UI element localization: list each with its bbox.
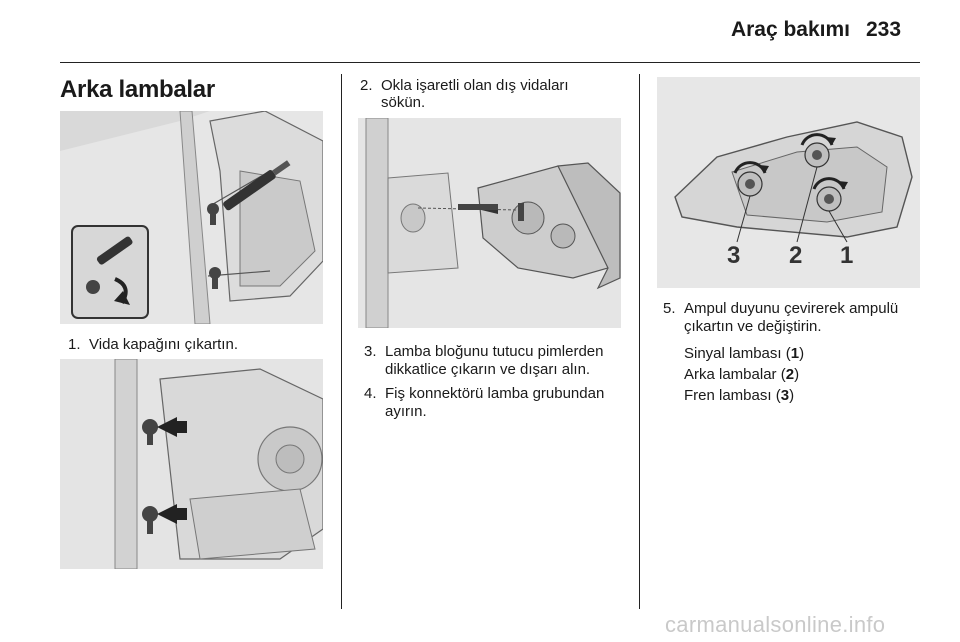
paren-close: ) (799, 345, 805, 362)
section-title: Arka lambalar (60, 76, 215, 103)
figure-lamp-removal (358, 118, 621, 328)
bulb-ref: 3 (780, 387, 790, 404)
bulb-item-brake (684, 387, 794, 404)
step-text-line-2: dikkatlice çıkarın ve dışarı alın. (385, 361, 591, 378)
step-text-line-1: Okla işaretli olan dış vidaları (381, 77, 569, 94)
paren-close: ) (789, 387, 795, 404)
outer-screws-illustration (60, 359, 323, 569)
paren-open: ( (776, 366, 786, 383)
step-text-line-1: Fiş konnektörü lamba grubundan (385, 385, 605, 402)
bulb-item-signal (684, 345, 804, 362)
bulb-label: Arka lambalar (684, 366, 777, 383)
screw-cover-illustration (60, 111, 323, 324)
paren-open: ( (771, 387, 781, 404)
figure-screw-cover (60, 111, 323, 324)
callout-label-2: 2 (789, 242, 803, 269)
bulb-label: Sinyal lambası (684, 345, 782, 362)
watermark: carmanualsonline.info (665, 612, 886, 637)
header-divider (60, 62, 920, 63)
bulb-ref: 1 (790, 345, 800, 362)
step-text-line-1: Lamba bloğunu tutucu pimlerden (385, 343, 604, 360)
step-text-line-2: sökün. (381, 94, 426, 111)
step-number: 2. (360, 77, 373, 94)
lamp-removal-illustration (358, 118, 621, 328)
paren-open: ( (781, 345, 791, 362)
bulb-label: Fren lambası (684, 387, 772, 404)
bulb-item-tail (684, 366, 799, 383)
paren-close: ) (794, 366, 800, 383)
step-text: Vida kapağını çıkartın. (89, 336, 238, 353)
column-divider-2 (639, 74, 640, 609)
bulb-sockets-illustration (657, 77, 920, 288)
bulb-ref: 2 (785, 366, 795, 383)
step-text-line-2: ayırın. (385, 403, 427, 420)
step-number: 4. (364, 385, 377, 402)
figure-outer-screws (60, 359, 323, 569)
running-header-title: Araç bakımı (730, 18, 850, 41)
step-number: 5. (663, 300, 676, 317)
column-divider-1 (341, 74, 342, 609)
callout-label-1: 1 (840, 242, 854, 269)
step-text-line-2: çıkartın ve değiştirin. (684, 318, 822, 335)
step-number: 1. (68, 336, 81, 353)
figure-bulb-sockets (657, 77, 920, 288)
page-number: 233 (866, 18, 902, 41)
step-number: 3. (364, 343, 377, 360)
step-text-line-1: Ampul duyunu çevirerek ampulü (684, 300, 899, 317)
callout-label-3: 3 (727, 242, 741, 269)
